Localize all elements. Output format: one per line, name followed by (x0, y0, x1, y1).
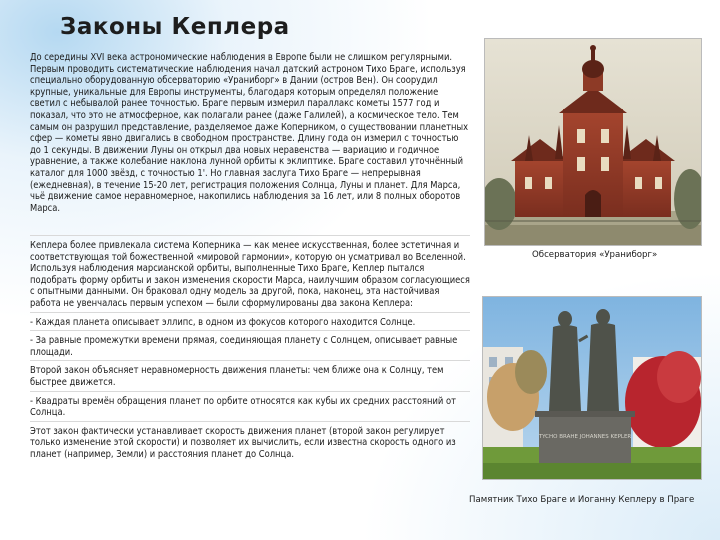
monument-caption: Памятник Тихо Браге и Иоганну Кеплеру в Праге (469, 495, 695, 505)
observatory-caption: Обсерватория «Ураниборг» (532, 250, 658, 260)
observatory-illustration (485, 39, 701, 245)
law-2-explanation: Второй закон объясняет неравномерность движения планеты: чем ближе она к Солнцу, тем быстрее движется. (30, 365, 444, 388)
divider (30, 312, 470, 313)
monument-illustration (483, 297, 701, 479)
monument-image (482, 296, 702, 480)
monument-plaque-text: TYCHO BRAHE JOHANNES KEPLER (538, 434, 632, 440)
law-2: - За равные промежутки времени прямая, соединяющая планету с Солнцем, описывает равные площади. (30, 335, 458, 358)
observatory-image (484, 38, 702, 246)
divider (30, 360, 470, 361)
law-1: - Каждая планета описывает эллипс, в одном из фокусов которого находится Солнце. (30, 316, 416, 328)
page-title: Законы Кеплера (60, 14, 290, 40)
law-3: - Квадраты времён обращения планет по орбите относятся как кубы их средних расстояний от Солнца. (30, 395, 457, 419)
text-column (30, 52, 470, 461)
divider (30, 330, 470, 331)
paragraph-kepler: Кеплера более привлекала система Коперника — как менее искусственная, более эстетичная и соответствующая той божественной «мировой гармонии», которую он усматривал во Вселенной. Используя наблюдения марсианской орбиты, выполненные Тихо Браге, Кеплер пытался подобрать форму орбиты и закон изменения скорости Марса, наилучшим образом согласующиеся с опытными данными. Он браковал одну модель за другой, пока, наконец, эта настойчивая работа не увенчалась первым успехом — были сформулированы два закона Кеплера: (30, 240, 470, 309)
divider (30, 421, 470, 422)
divider (30, 235, 470, 236)
divider (30, 391, 470, 392)
law-3-explanation: Этот закон фактически устанавливает скорость движения планет (второй закон регулирует только изменение этой скорости) и позволяет их вычислить, если известна скорость одного из планет (например, Земли) и расстояния планет до Солнца. (30, 425, 456, 460)
paragraph-brahe: До середины XVI века астрономические наблюдения в Европе были не слишком регулярными. Первым проводить систематические наблюдения начал датский астроном Тихо Браге, используя специально оборудованную обсерваторию «Ураниборг» в Дании (остров Вен). Он соорудил крупные, уникальные для Европы инструменты, благодаря которым определял положение светил с небывалой ранее точностью. Браге первым измерил параллакс кометы 1577 год и показал, что это не атмосферное, как полагали ранее (даже Галилей), а космическое тело. Тем самым он разрушил представление, разделяемое даже Коперником, о существовании планетных сфер — кометы явно двигались в свободном пространстве. Длину года он измерил с точностью до 1 секунды. В движении Луны он открыл два новых неравенства — вариацию и годичное уравнение, а также колебание наклона лунной орбиты к эклиптике. Браге составил уточнённый каталог для 1000 звёзд, с точностью 1'. Но главная заслуга Тихо Браге — непрерывная (ежедневная), в течение 15-20 лет, регистрация положения Солнца, Луны и планет. Для Марса, чьё движение самое неравномерное, накопились наблюдения за 16 лет, или 8 полных оборотов Марса. (30, 52, 469, 214)
